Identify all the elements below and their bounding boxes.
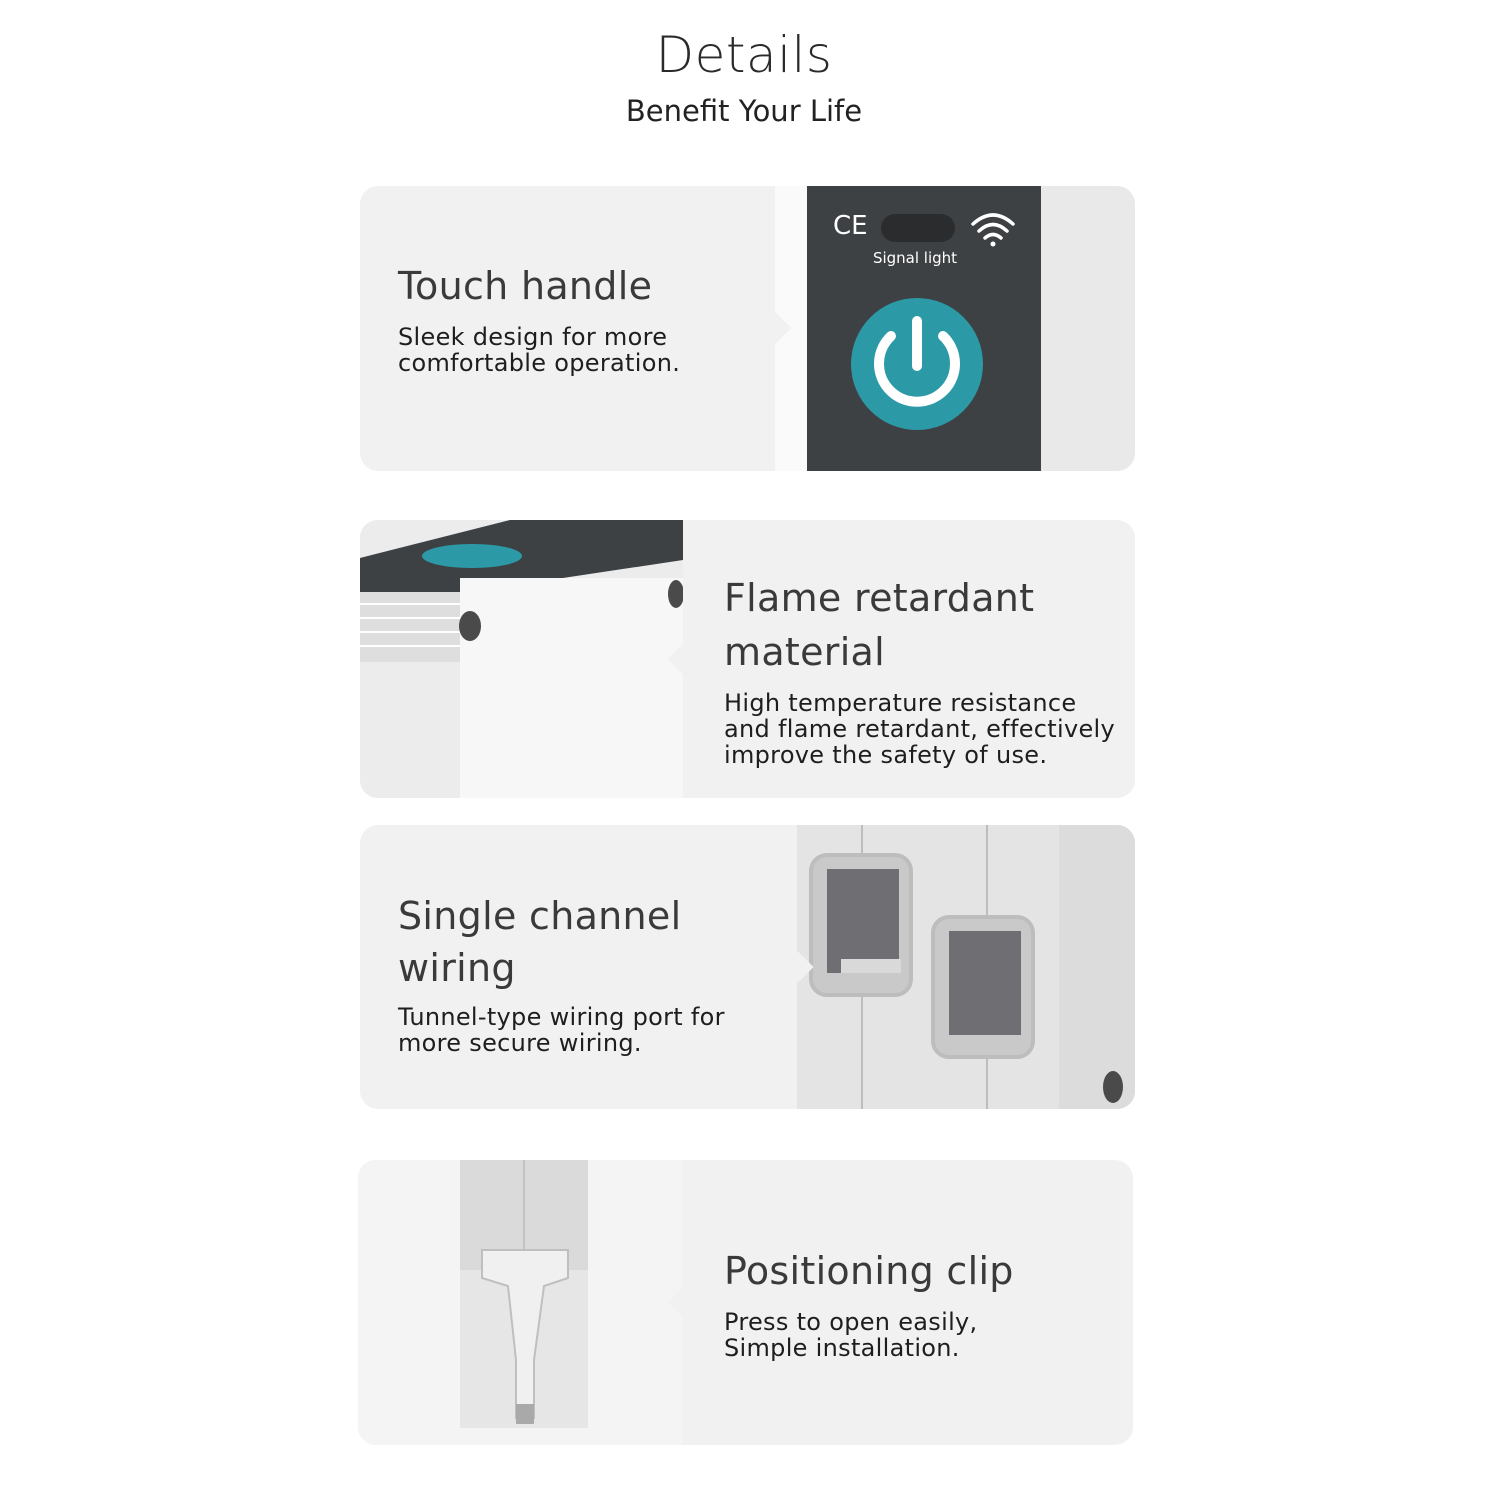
feature-card-touch-handle — [360, 186, 1135, 471]
feature-title-line: Flame retardant — [724, 576, 1035, 620]
power-icon — [851, 298, 983, 430]
wifi-icon — [973, 215, 1013, 247]
feature-description-line: comfortable operation. — [398, 349, 681, 377]
flame-retardant-image — [360, 520, 683, 798]
feature-description-line: Simple installation. — [724, 1334, 960, 1362]
feature-description-line: Sleek design for more — [398, 323, 668, 351]
wiring-port-image — [797, 825, 1135, 1109]
feature-title: Touch handle — [398, 264, 653, 308]
feature-card-flame-retardant — [360, 520, 1135, 798]
feature-title: Positioning clip — [724, 1249, 1014, 1293]
feature-description-line: Press to open easily, — [724, 1308, 978, 1336]
page-subtitle: Benefit Your Life — [625, 94, 863, 128]
device-side-panel — [1041, 186, 1135, 471]
feature-description-line: High temperature resistance — [724, 689, 1077, 717]
touch-handle-image — [775, 186, 1135, 471]
feature-title-line: Single channel — [398, 894, 682, 938]
feature-title-line: wiring — [398, 946, 516, 990]
feature-card-positioning-clip — [358, 1160, 1133, 1445]
feature-title-line: material — [724, 630, 886, 674]
feature-description-line: Tunnel-type wiring port for — [398, 1003, 725, 1031]
page-title: Details — [655, 26, 833, 84]
feature-text — [398, 264, 758, 377]
signal-light-window — [881, 214, 955, 242]
feature-text — [398, 894, 758, 1057]
feature-description-line: improve the safety of use. — [724, 741, 1048, 769]
positioning-clip-image — [358, 1160, 683, 1445]
device-front-panel — [807, 186, 1041, 471]
feature-text — [724, 576, 1124, 769]
feature-description-line: and flame retardant, effectively — [724, 715, 1116, 743]
ce-mark: CE — [833, 211, 868, 241]
signal-light-label: Signal light — [872, 249, 958, 267]
feature-text — [724, 1249, 1104, 1362]
feature-card-single-channel-wiring — [360, 825, 1135, 1109]
feature-description-line: more secure wiring. — [398, 1029, 642, 1057]
